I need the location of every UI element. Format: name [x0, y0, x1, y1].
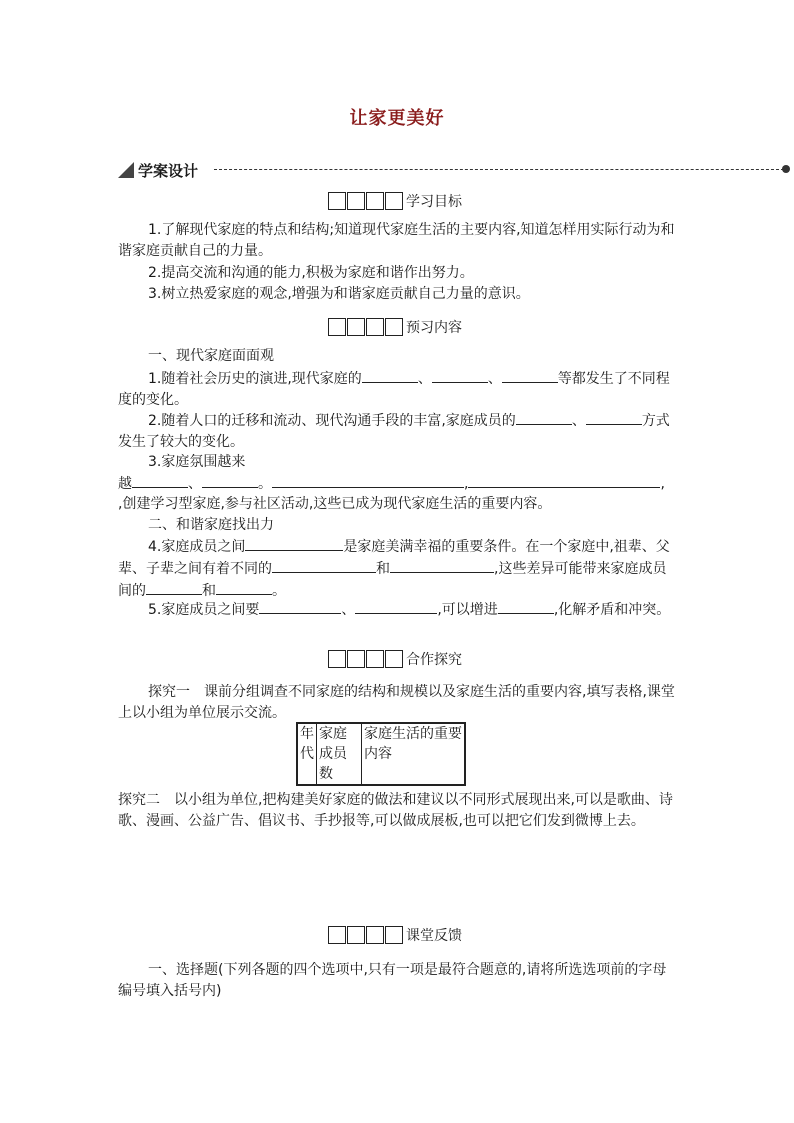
- question-text: ,这些差异可能带来家庭成员间的: [118, 561, 667, 599]
- answer-blank[interactable]: [202, 473, 258, 488]
- box-icon: [328, 926, 346, 944]
- section-banner: [118, 160, 794, 180]
- answer-blank[interactable]: [259, 599, 341, 614]
- separator: 。: [272, 583, 286, 599]
- answer-blank[interactable]: [432, 368, 488, 383]
- separator: 、: [188, 476, 202, 492]
- answer-blank[interactable]: [355, 599, 437, 614]
- table-header-cell: 家庭生活的重要内容: [362, 723, 466, 785]
- answer-blank[interactable]: [362, 368, 418, 383]
- question-text: 和: [376, 561, 390, 577]
- question-text: 和: [202, 583, 216, 599]
- answer-blank[interactable]: [245, 536, 343, 551]
- banner-dashed-line: [214, 169, 784, 170]
- table-header-row: [297, 723, 465, 785]
- section-label: 合作探究: [406, 652, 462, 668]
- question-text: 2.随着人口的迁移和流动、现代沟通手段的丰富,家庭成员的: [148, 413, 516, 429]
- explore-task-2: 探究二 以小组为单位,把构建美好家庭的做法和建议以不同形式展现出来,可以是歌曲、诗歌、漫画、公益广告、倡议书、手抄报等,可以做成展板,也可以把它们发到微博上去。: [118, 792, 673, 829]
- page-title: 让家更美好: [349, 108, 445, 129]
- table-header-cell: 年代: [297, 723, 317, 785]
- question-text: 方式发生了较大的变化。: [118, 413, 670, 450]
- box-icon: [347, 926, 365, 944]
- banner-label: 学案设计: [138, 162, 199, 180]
- section-heading-preview: [328, 316, 462, 338]
- question-text: ,化解矛盾和冲突。: [553, 602, 671, 618]
- preview-part1: 一、现代家庭面面观: [148, 348, 274, 364]
- question-text: 越: [118, 476, 132, 492]
- box-icon: [385, 192, 403, 210]
- answer-blank[interactable]: [468, 473, 660, 488]
- section-label: 预习内容: [406, 320, 462, 336]
- question-text: 是家庭美满幸福的重要条件。在一个家庭中,祖辈、父辈、子辈之间有着不同的: [118, 539, 670, 577]
- answer-blank[interactable]: [272, 473, 464, 488]
- box-icon: [385, 650, 403, 668]
- answer-blank[interactable]: [272, 558, 376, 573]
- question-3: 3.家庭氛围越来: [148, 454, 246, 470]
- question-text: 1.随着社会历史的演进,现代家庭的: [148, 371, 362, 387]
- answer-blank[interactable]: [132, 473, 188, 488]
- box-icon: [347, 192, 365, 210]
- goal-item: 2.提高交流和沟通的能力,积极为家庭和谐作出努力。: [148, 265, 474, 281]
- box-icon: [366, 926, 384, 944]
- box-icon: [328, 192, 346, 210]
- section-label: 学习目标: [406, 194, 462, 210]
- separator: 、: [341, 602, 356, 618]
- question-2: [118, 410, 678, 453]
- banner-triangle-icon: [118, 162, 134, 178]
- goal-item: 1.了解现代家庭的特点和结构;知道现代家庭生活的主要内容,知道怎样用实际行动为和谐家庭贡献自己的力量。: [118, 222, 675, 259]
- answer-blank[interactable]: [502, 368, 558, 383]
- question-text: ,可以增进: [437, 602, 498, 618]
- separator: ,: [464, 476, 469, 492]
- separator: ,: [660, 476, 665, 492]
- answer-blank[interactable]: [390, 558, 494, 573]
- separator: 。: [258, 476, 272, 492]
- section-label: 课堂反馈: [406, 928, 462, 944]
- answer-blank[interactable]: [586, 410, 642, 425]
- question-text: 5.家庭成员之间要: [148, 602, 260, 618]
- answer-blank[interactable]: [216, 580, 272, 595]
- box-icon: [366, 650, 384, 668]
- question-text: 4.家庭成员之间: [148, 539, 246, 555]
- box-icon: [347, 318, 365, 336]
- feedback-part1: 一、选择题(下列各题的四个选项中,只有一项是最符合题意的,请将所选选项前的字母编号填入括号内): [118, 962, 667, 999]
- answer-blank[interactable]: [516, 410, 572, 425]
- section-heading-explore: [328, 648, 462, 670]
- answer-blank[interactable]: [498, 599, 554, 614]
- banner-end-dot-icon: [782, 165, 790, 173]
- section-heading-feedback: [328, 924, 462, 946]
- survey-table: [296, 722, 466, 786]
- question-4: [118, 536, 678, 602]
- box-icon: [328, 650, 346, 668]
- question-text: 等都发生了不同程度的变化。: [118, 371, 670, 408]
- answer-blank[interactable]: [146, 580, 202, 595]
- explore-task-1: 探究一 课前分组调查不同家庭的结构和规模以及家庭生活的重要内容,填写表格,课堂上以小组为单位展示交流。: [118, 684, 675, 721]
- question-3-end: ,创建学习型家庭,参与社区活动,这些已成为现代家庭生活的重要内容。: [118, 496, 552, 512]
- box-icon: [347, 650, 365, 668]
- section-heading-goals: [328, 190, 462, 212]
- preview-part2: 二、和谐家庭找出力: [148, 517, 274, 533]
- separator: 、: [571, 413, 586, 429]
- question-5: [118, 599, 678, 621]
- question-1: [118, 368, 678, 411]
- separator: 、: [487, 371, 502, 387]
- separator: 、: [417, 371, 432, 387]
- question-3-line: [118, 473, 684, 495]
- box-icon: [328, 318, 346, 336]
- box-icon: [366, 192, 384, 210]
- box-icon: [385, 926, 403, 944]
- table-header-cell: 家庭成员数: [317, 723, 362, 785]
- goal-item: 3.树立热爱家庭的观念,增强为和谐家庭贡献自己力量的意识。: [148, 286, 530, 302]
- box-icon: [385, 318, 403, 336]
- box-icon: [366, 318, 384, 336]
